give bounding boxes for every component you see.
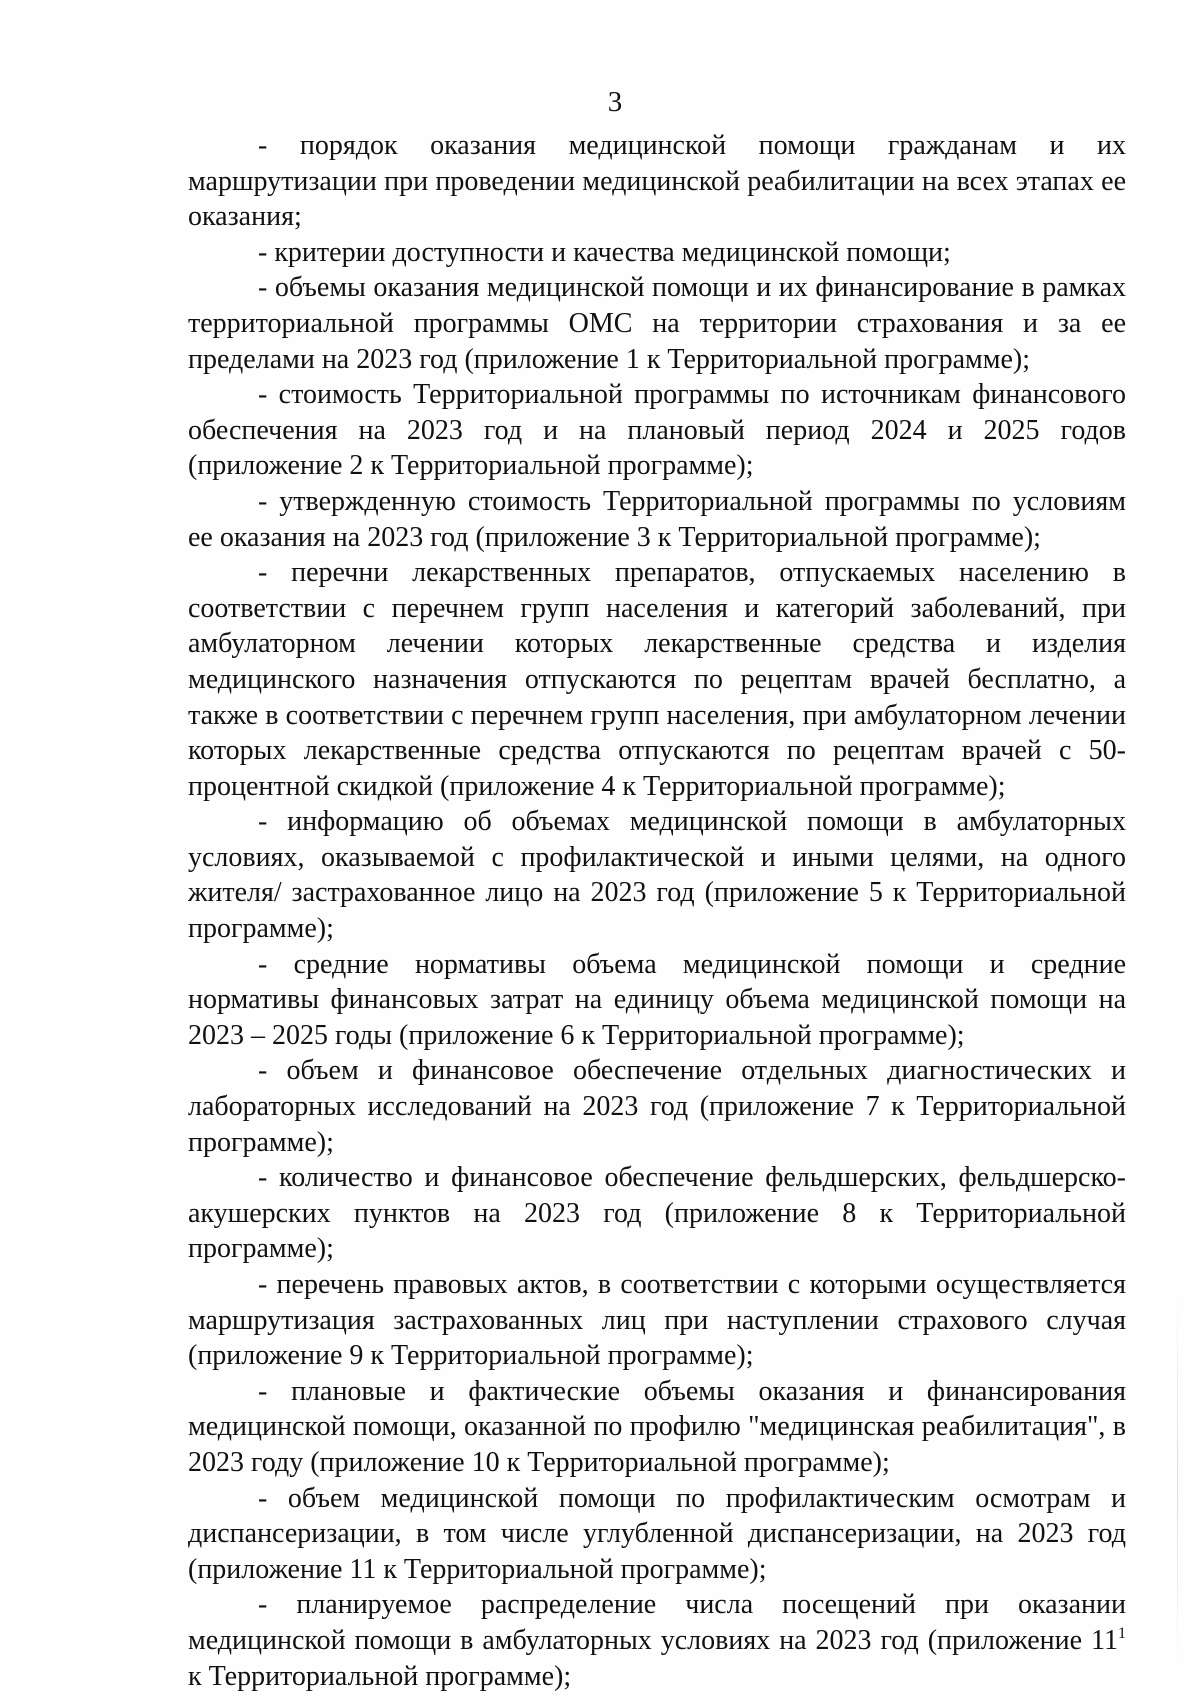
list-item: - перечень правовых актов, в соответствии с которыми осуществляется маршрутизация застрахованных лиц при наступлении страхового случая (приложение 9 к Территориальной программе); — [188, 1269, 1126, 1372]
list-item: - перечни лекарственных препаратов, отпускаемых населению в соответствии с перечнем групп населения и категорий заболеваний, при амбулаторном лечении которых лекарственные средства и изделия медицинского назначения отпускаются по рецептам врачей бесплатно, а также в соответствии с перечнем групп населения, при амбулаторном лечении которых лекарственные средства отпускаются по рецептам врачей с 50-процентной скидкой (приложение 4 к Территориальной программе); — [188, 557, 1126, 802]
list-item: - стоимость Территориальной программы по источникам финансового обеспечения на 2023 год и на плановый период 2024 и 2025 годов (приложение 2 к Территориальной программе); — [188, 379, 1126, 482]
list-item: - количество и финансовое обеспечение фельдшерских, фельдшерско-акушерских пунктов на 2023 год (приложение 8 к Территориальной программе); — [188, 1162, 1126, 1265]
list-item: - средние нормативы объема медицинской помощи и средние нормативы финансовых затрат на единицу объема медицинской помощи на 2023 – 2025 годы (приложение 6 к Территориальной программе); — [188, 948, 1126, 1051]
list-item-last-tail: к Территориальной программе); — [188, 1660, 572, 1692]
list-item: - критерии доступности и качества медицинской помощи; — [258, 236, 951, 268]
list-item: - утвержденную стоимость Территориальной программы по условиям ее оказания на 2023 год (приложение 3 к Территориальной программе); — [188, 485, 1126, 553]
list-item: - объем медицинской помощи по профилактическим осмотрам и диспансеризации, в том числе углубленной диспансеризации, на 2023 год (приложение 11 к Территориальной программе); — [188, 1482, 1126, 1585]
list-item: - информацию об объемах медицинской помощи в амбулаторных условиях, оказываемой с профилактической и иными целями, на одного жителя/ застрахованное лицо на 2023 год (приложение 5 к Территориальной программе); — [188, 806, 1126, 945]
list-item-last — [188, 1587, 1126, 1694]
list-item: - объем и финансовое обеспечение отдельных диагностических и лабораторных исследований на 2023 год (приложение 7 к Территориальной программе); — [188, 1055, 1126, 1158]
document-body — [188, 128, 1126, 1694]
list-item: - плановые и фактические объемы оказания и финансирования медицинской помощи, оказанной по профилю "медицинская реабилитация", в 2023 году (приложение 10 к Территориальной программе); — [188, 1375, 1126, 1478]
scan-edge-mark — [1177, 1290, 1178, 1670]
list-item-last-text: - планируемое распределение числа посещений при оказании медицинской помощи в амбулаторных условиях на 2023 год (приложение 11 — [188, 1589, 1126, 1656]
list-item: - объемы оказания медицинской помощи и их финансирование в рамках территориальной программы ОМС на территории страхования и за ее пределами на 2023 год (приложение 1 к Территориальной программе); — [188, 272, 1126, 375]
list-item: - порядок оказания медицинской помощи гражданам и их маршрутизации при проведении медицинской реабилитации на всех этапах ее оказания; — [188, 130, 1126, 233]
page-number: 3 — [607, 86, 623, 118]
superscript-mark: 1 — [1118, 1624, 1126, 1642]
